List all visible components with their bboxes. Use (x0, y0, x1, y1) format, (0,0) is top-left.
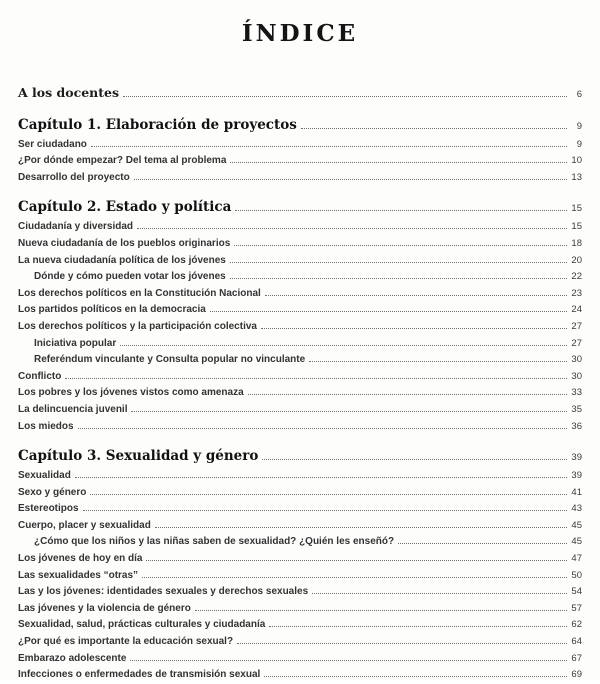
dotted-leader (230, 278, 567, 279)
toc-row (18, 402, 582, 419)
toc-entry-label: Referéndum vinculante y Consulta popular no vinculante (34, 354, 306, 366)
page-title: ÍNDICE (241, 20, 359, 47)
toc-page-number: 15 (571, 203, 582, 215)
toc-entry-label: Iniciativa popular (34, 337, 117, 349)
toc-row (18, 137, 582, 154)
toc-page-number: 47 (571, 553, 582, 565)
dotted-leader (265, 295, 567, 296)
toc-row (18, 501, 582, 518)
toc-entry-label: Sexualidad, salud, prácticas culturales y ciudadanía (18, 619, 266, 631)
toc-row (18, 518, 582, 535)
dotted-leader (75, 477, 567, 478)
toc-page-number: 20 (571, 254, 582, 266)
toc-row (18, 319, 582, 336)
toc-page-number: 10 (571, 155, 582, 167)
toc-page-number: 15 (571, 221, 582, 233)
toc-entry-label: Ser ciudadano (18, 138, 87, 150)
dotted-leader (210, 311, 567, 312)
toc-row (18, 419, 582, 436)
toc-row (18, 617, 582, 634)
toc-page-number: 13 (571, 171, 582, 183)
toc-row (18, 468, 582, 485)
toc-entry-label: Desarrollo del proyecto (18, 171, 130, 183)
dotted-leader (123, 96, 567, 97)
toc-row (18, 352, 582, 369)
toc-entry-label: Infecciones o enfermedades de transmisión sexual (18, 669, 261, 681)
dotted-leader (248, 394, 567, 395)
toc-row (18, 85, 582, 104)
dotted-leader (91, 146, 567, 147)
toc-page-number: 24 (571, 304, 582, 316)
toc-chapter-row (18, 197, 582, 219)
dotted-leader (301, 128, 567, 129)
dotted-leader (83, 510, 567, 511)
table-of-contents (18, 85, 582, 684)
toc-row (18, 651, 582, 668)
toc-entry-label: Ciudadanía y diversidad (18, 221, 134, 233)
toc-page-number: 9 (576, 138, 582, 150)
toc-page-number: 57 (571, 602, 582, 614)
toc-entry-label: ¿Cómo que los niños y las niñas saben de sexualidad? ¿Quién les enseñó? (34, 536, 395, 548)
toc-entry-label: Conflicto (18, 370, 62, 382)
toc-entry-label: Los partidos políticos en la democracia (18, 304, 206, 316)
toc-row (18, 634, 582, 651)
toc-page-number: 35 (571, 403, 582, 415)
toc-entry-label: A los docentes (18, 85, 120, 100)
dotted-leader (261, 328, 567, 329)
toc-row (18, 584, 582, 601)
toc-entry-label: Los jóvenes de hoy en día (18, 553, 143, 565)
toc-entry-label: Capítulo 1. Elaboración de proyectos (18, 116, 297, 133)
toc-row (18, 601, 582, 618)
toc-row (18, 170, 582, 187)
toc-entry-label: Las sexualidades “otras” (18, 569, 139, 581)
toc-entry-label: Estereotipos (18, 503, 79, 515)
toc-page-number: 23 (571, 287, 582, 299)
toc-row (18, 219, 582, 236)
toc-entry-label: Dónde y cómo pueden votar los jóvenes (34, 271, 226, 283)
toc-entry-label: Sexo y género (18, 486, 87, 498)
toc-row (18, 253, 582, 270)
dotted-leader (65, 378, 567, 379)
toc-page-number: 62 (571, 619, 582, 631)
toc-row (18, 153, 582, 170)
toc-row (18, 551, 582, 568)
dotted-leader (146, 560, 567, 561)
toc-entry-label: Nueva ciudadanía de los pueblos originarios (18, 237, 231, 249)
dotted-leader (398, 543, 567, 544)
toc-page-number: 43 (571, 503, 582, 515)
dotted-leader (312, 593, 567, 594)
toc-row (18, 369, 582, 386)
toc-page-number: 33 (571, 387, 582, 399)
toc-row (18, 336, 582, 353)
toc-chapter-row (18, 115, 582, 137)
toc-page-number: 30 (571, 354, 582, 366)
toc-row (18, 568, 582, 585)
dotted-leader (262, 459, 567, 460)
toc-entry-label: La delincuencia juvenil (18, 403, 128, 415)
dotted-leader (234, 245, 567, 246)
toc-page-number: 41 (571, 486, 582, 498)
toc-entry-label: Los derechos políticos en la Constitución Nacional (18, 287, 261, 299)
dotted-leader (78, 428, 567, 429)
toc-page-number: 64 (571, 636, 582, 648)
toc-page-number: 27 (571, 337, 582, 349)
dotted-leader (269, 626, 567, 627)
toc-row (18, 286, 582, 303)
toc-entry-label: Los derechos políticos y la participación colectiva (18, 320, 257, 332)
toc-row (18, 385, 582, 402)
toc-page-number: 36 (571, 420, 582, 432)
toc-page-number: 39 (571, 452, 582, 464)
toc-row (18, 302, 582, 319)
dotted-leader (120, 345, 567, 346)
toc-page-number: 45 (571, 536, 582, 548)
toc-page-number: 22 (571, 271, 582, 283)
dotted-leader (142, 577, 567, 578)
toc-entry-label: Los pobres y los jóvenes vistos como amenaza (18, 387, 244, 399)
toc-page-number: 45 (571, 519, 582, 531)
dotted-leader (195, 610, 567, 611)
toc-entry-label: Las jóvenes y la violencia de género (18, 602, 191, 614)
toc-page-number: 69 (571, 669, 582, 681)
toc-page-number: 67 (571, 652, 582, 664)
toc-entry-label: ¿Por dónde empezar? Del tema al problema (18, 155, 227, 167)
toc-page-number: 18 (571, 237, 582, 249)
toc-entry-label: Cuerpo, placer y sexualidad (18, 519, 151, 531)
toc-page-number: 27 (571, 320, 582, 332)
toc-row (18, 236, 582, 253)
toc-page-number: 30 (571, 370, 582, 382)
toc-entry-label: Las y los jóvenes: identidades sexuales y derechos sexuales (18, 586, 309, 598)
toc-page-number: 6 (576, 89, 582, 100)
toc-row (18, 667, 582, 684)
toc-row (18, 269, 582, 286)
dotted-leader (237, 643, 567, 644)
toc-entry-label: Los miedos (18, 420, 74, 432)
toc-page-number: 39 (571, 470, 582, 482)
toc-entry-label: La nueva ciudadanía política de los jóvenes (18, 254, 226, 266)
dotted-leader (134, 179, 567, 180)
toc-entry-label: Sexualidad (18, 470, 71, 482)
dotted-leader (230, 262, 567, 263)
toc-page-number: 50 (571, 569, 582, 581)
toc-row (18, 534, 582, 551)
dotted-leader (131, 411, 567, 412)
dotted-leader (309, 361, 567, 362)
toc-entry-label: Embarazo adolescente (18, 652, 127, 664)
toc-entry-label: ¿Por qué es importante la educación sexual? (18, 636, 234, 648)
toc-entry-label: Capítulo 3. Sexualidad y género (18, 448, 259, 465)
dotted-leader (90, 494, 567, 495)
dotted-leader (137, 228, 567, 229)
dotted-leader (130, 660, 567, 661)
dotted-leader (264, 676, 567, 677)
toc-page-number: 9 (576, 120, 582, 132)
toc-entry-label: Capítulo 2. Estado y política (18, 199, 232, 216)
dotted-leader (155, 527, 567, 528)
toc-page-number: 54 (571, 586, 582, 598)
dotted-leader (235, 210, 567, 211)
toc-row (18, 485, 582, 502)
toc-chapter-row (18, 446, 582, 468)
dotted-leader (230, 162, 567, 163)
